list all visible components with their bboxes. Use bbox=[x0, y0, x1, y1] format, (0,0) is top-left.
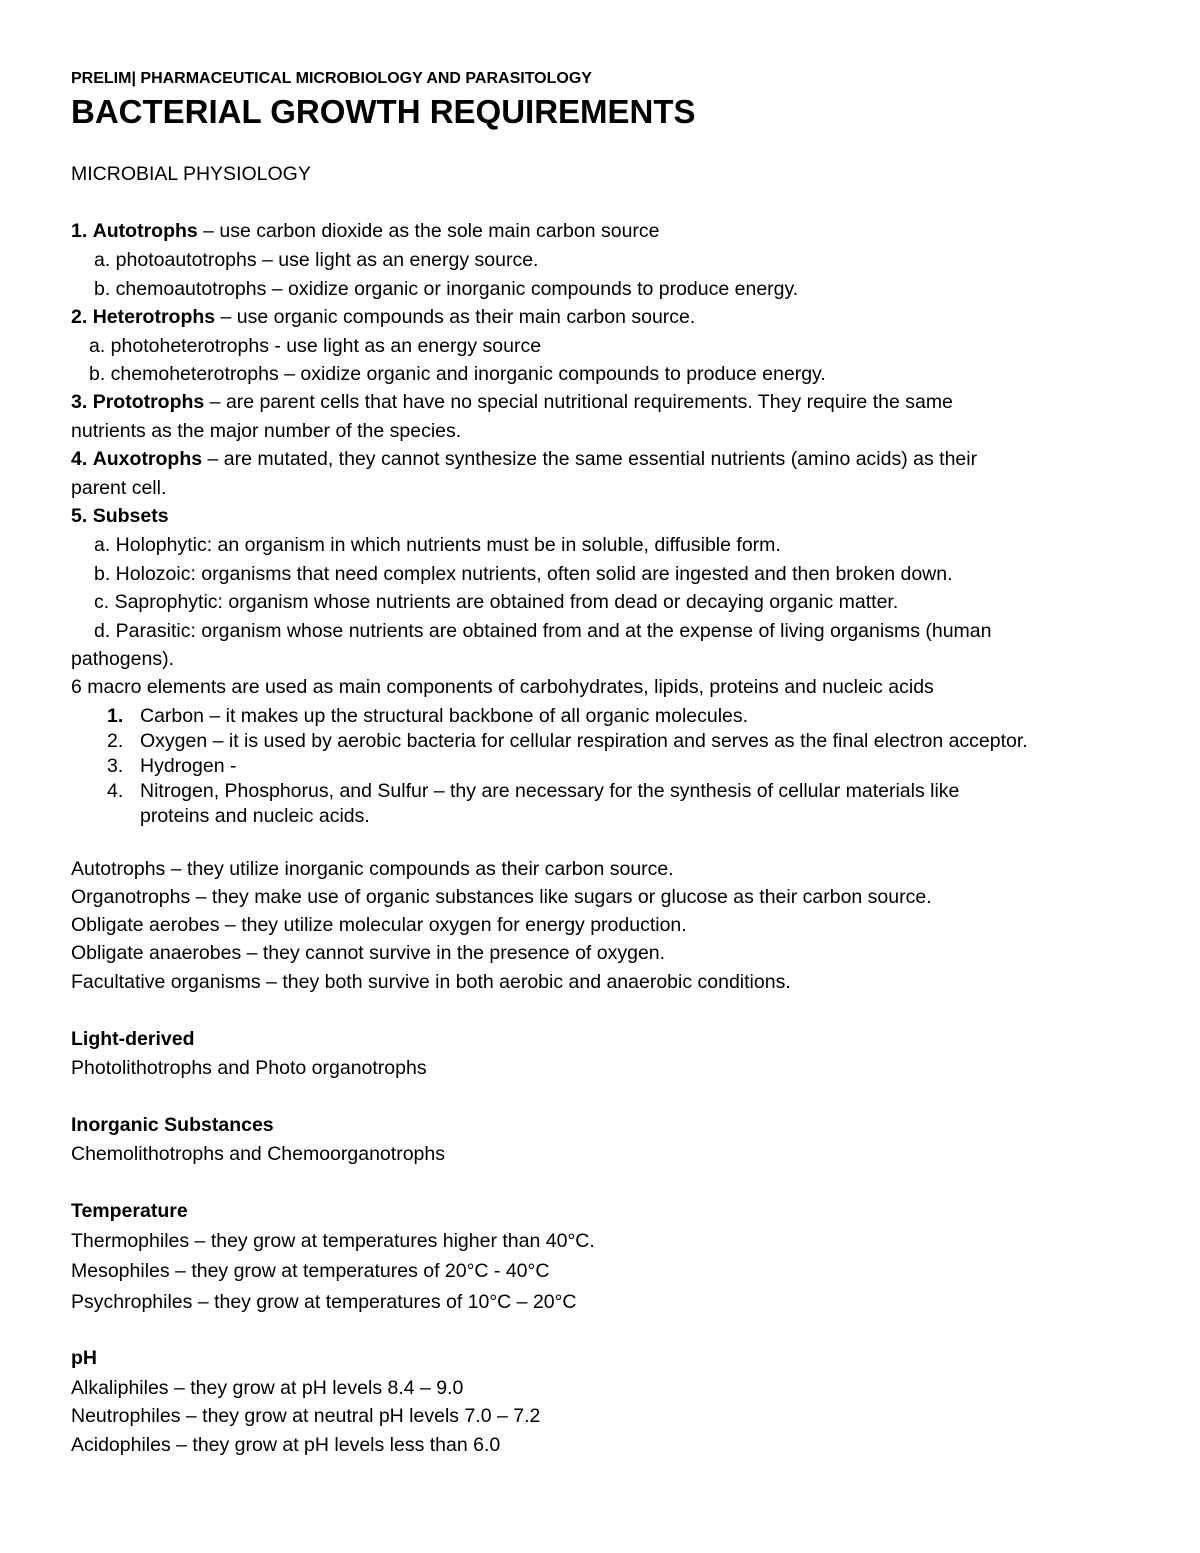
ph-heading: pH bbox=[71, 1347, 97, 1369]
inorganic-text: Chemolithotrophs and Chemoorganotrophs bbox=[71, 1143, 445, 1165]
definition-line: Facultative organisms – they both survive in both aerobic and anaerobic conditions. bbox=[71, 971, 791, 993]
subsets-sub-b: b. Holozoic: organisms that need complex nutrients, often solid are ingested and then broken down. bbox=[94, 563, 953, 585]
heterotrophs-sub-a: a. photoheterotrophs - use light as an energy source bbox=[89, 335, 542, 357]
subsets-sub-d-continuation: pathogens). bbox=[71, 648, 174, 670]
light-derived-text: Photolithotrophs and Photo organotrophs bbox=[71, 1057, 427, 1079]
inorganic-heading: Inorganic Substances bbox=[71, 1114, 274, 1136]
macro-item: 1. Carbon – it makes up the structural backbone of all organic molecules. bbox=[107, 705, 749, 727]
autotrophs-item: 1. Autotrophs – use carbon dioxide as the sole main carbon source bbox=[71, 220, 660, 242]
course-header: PRELIM| PHARMACEUTICAL MICROBIOLOGY AND PARASITOLOGY bbox=[71, 70, 592, 87]
section-heading: MICROBIAL PHYSIOLOGY bbox=[71, 163, 311, 185]
heterotrophs-sub-b: b. chemoheterotrophs – oxidize organic and inorganic compounds to produce energy. bbox=[89, 363, 826, 385]
macro-item-continuation: proteins and nucleic acids. bbox=[140, 805, 370, 827]
light-derived-heading: Light-derived bbox=[71, 1028, 195, 1050]
prototrophs-item: 3. Prototrophs – are parent cells that have no special nutritional requirements. They require the same bbox=[71, 391, 953, 413]
macro-item: 3. Hydrogen - bbox=[107, 755, 237, 777]
subsets-sub-a: a. Holophytic: an organism in which nutrients must be in soluble, diffusible form. bbox=[94, 534, 781, 556]
definition-line: Organotrophs – they make use of organic substances like sugars or glucose as their carbon source. bbox=[71, 886, 932, 908]
subsets-sub-d: d. Parasitic: organism whose nutrients are obtained from and at the expense of living organisms (human bbox=[94, 620, 992, 642]
ph-line: Neutrophiles – they grow at neutral pH levels 7.0 – 7.2 bbox=[71, 1405, 541, 1427]
subsets-sub-c: c. Saprophytic: organism whose nutrients are obtained from dead or decaying organic matter. bbox=[94, 591, 899, 613]
autotrophs-sub-b: b. chemoautotrophs – oxidize organic or inorganic compounds to produce energy. bbox=[94, 278, 799, 300]
macro-item: 2. Oxygen – it is used by aerobic bacteria for cellular respiration and serves as the final electron acceptor. bbox=[107, 730, 1028, 752]
auxotrophs-continuation: parent cell. bbox=[71, 477, 167, 499]
definition-line: Autotrophs – they utilize inorganic compounds as their carbon source. bbox=[71, 858, 674, 880]
definition-line: Obligate aerobes – they utilize molecular oxygen for energy production. bbox=[71, 914, 687, 936]
macro-item: 4. Nitrogen, Phosphorus, and Sulfur – thy are necessary for the synthesis of cellular materials like bbox=[107, 780, 960, 802]
autotrophs-sub-a: a. photoautotrophs – use light as an energy source. bbox=[94, 249, 539, 271]
ph-line: Acidophiles – they grow at pH levels less than 6.0 bbox=[71, 1434, 501, 1456]
ph-line: Alkaliphiles – they grow at pH levels 8.4 – 9.0 bbox=[71, 1377, 464, 1399]
heterotrophs-item: 2. Heterotrophs – use organic compounds as their main carbon source. bbox=[71, 306, 696, 328]
auxotrophs-item: 4. Auxotrophs – are mutated, they cannot synthesize the same essential nutrients (amino acids) as their bbox=[71, 448, 978, 470]
temperature-line: Mesophiles – they grow at temperatures of 20°C - 40°C bbox=[71, 1260, 550, 1282]
temperature-line: Psychrophiles – they grow at temperatures of 10°C – 20°C bbox=[71, 1291, 577, 1313]
subsets-item: 5. Subsets bbox=[71, 505, 169, 527]
page-title: BACTERIAL GROWTH REQUIREMENTS bbox=[71, 93, 696, 130]
temperature-line: Thermophiles – they grow at temperatures higher than 40°C. bbox=[71, 1230, 595, 1252]
definition-line: Obligate anaerobes – they cannot survive in the presence of oxygen. bbox=[71, 942, 666, 964]
prototrophs-continuation: nutrients as the major number of the species. bbox=[71, 420, 462, 442]
temperature-heading: Temperature bbox=[71, 1200, 188, 1222]
macro-elements-intro: 6 macro elements are used as main components of carbohydrates, lipids, proteins and nucleic acids bbox=[71, 676, 934, 698]
